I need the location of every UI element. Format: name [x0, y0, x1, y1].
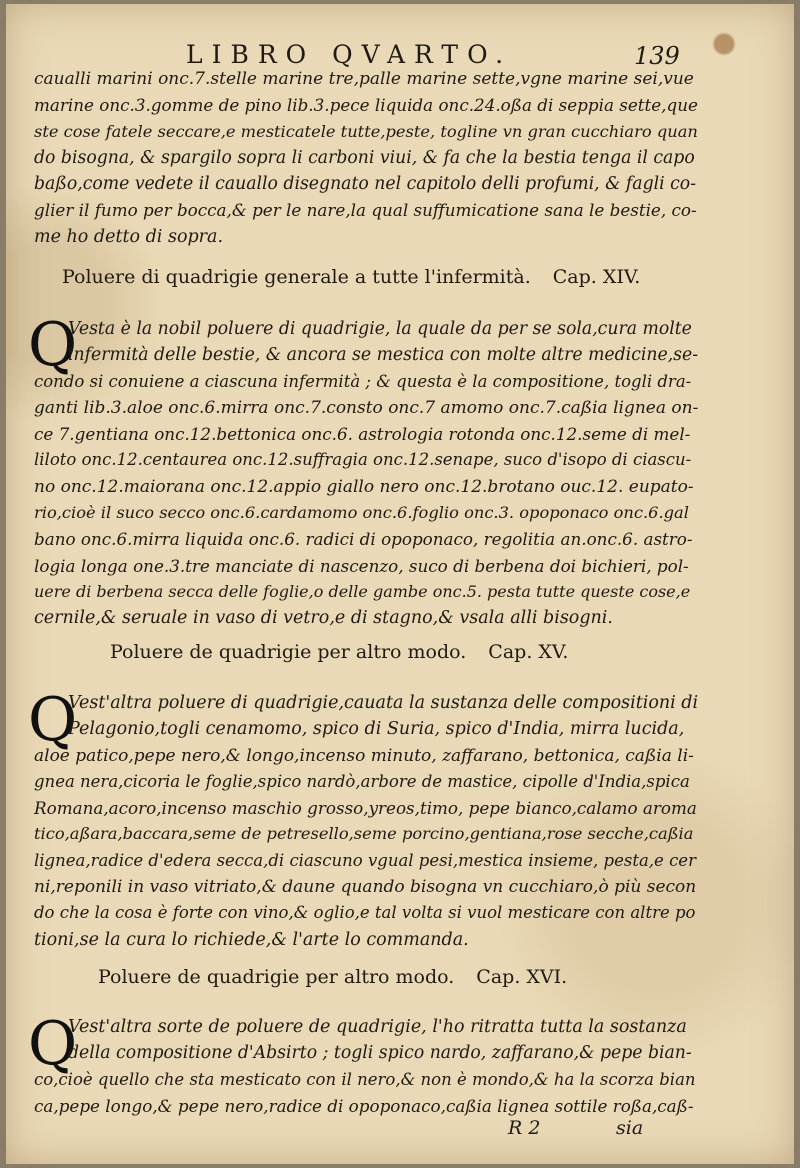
chapter-heading-xv [110, 641, 760, 663]
text-line: Vest'altra poluere di quadrigie,cauata la sustanza delle compositioni di [68, 693, 699, 713]
text-line: no onc.12.maiorana onc.12.appio giallo nero onc.12.brotano ouc.12. eupato- [34, 476, 694, 497]
text-line: tico,aßara,baccara,seme de petresello,seme porcino,gentiana,rose secche,caßia [34, 824, 694, 844]
text-line: me ho detto di sopra. [34, 226, 224, 247]
page-number: 139 [634, 42, 680, 70]
text-line: co,cioè quello che sta mesticato con il nero,& non è mondo,& ha la scorza bian [34, 1069, 696, 1089]
text-line: ca,pepe longo,& pepe nero,radice di opoponaco,caßia lignea sottile roßa,caß- [34, 1095, 694, 1116]
chapter-number: Cap. XIV. [552, 266, 641, 288]
chapter-heading-xiv [62, 266, 712, 288]
chapter-title: Poluere di quadrigie generale a tutte l'infermità. [62, 266, 531, 288]
text-line: aloe patico,pepe nero,& longo,incenso minuto, zaffarano, bettonica, caßia li- [34, 745, 694, 766]
text-line: do bisogna, & spargilo sopra li carboni viui, & fa che la bestia tenga il capo [34, 147, 695, 168]
text-line: gnea nera,cicoria le foglie,spico nardò,arbore de mastice, cipolle d'India,spica [34, 771, 690, 791]
catchword: sia [616, 1117, 644, 1139]
drop-cap-initial: Q [28, 1009, 78, 1079]
text-line: logia longa one.3.tre manciate di nascenzo, suco di berbena doi bichieri, pol- [34, 555, 689, 576]
text-line: baßo,come vedete il cauallo disegnato nel capitolo delli profumi, & fagli co- [34, 174, 697, 195]
chapter-xvi-text [34, 1014, 698, 1119]
intro-paragraph [34, 66, 698, 250]
text-line: infermità delle bestie, & ancora se mestica con molte altre medicine,se- [68, 345, 699, 366]
drop-cap-initial: Q [28, 310, 78, 380]
chapter-number: Cap. XV. [488, 641, 569, 663]
chapter-title: Poluere de quadrigie per altro modo. [110, 641, 467, 663]
chapter-heading-xvi [98, 966, 748, 988]
chapter-xiv-text [34, 316, 698, 632]
chapter-xv-text [34, 690, 698, 953]
page-footer [6, 1117, 794, 1147]
text-line: ni,reponili in vaso vitriato,& daune quando bisogna vn cucchiaro,ò più secon [34, 877, 697, 898]
text-line: ste cose fatele seccare,e mesticatele tutte,peste, togline vn gran cucchiaro quan [34, 121, 698, 141]
text-line: Vest'altra sorte de poluere de quadrigie, l'ho ritratta tutta la sostanza [68, 1017, 687, 1037]
chapter-title: Poluere de quadrigie per altro modo. [98, 966, 455, 988]
text-line: liloto onc.12.centaurea onc.12.suffragia onc.12.senape, suco d'isopo di ciascu- [34, 450, 692, 470]
text-line: glier il fumo per bocca,& per le nare,la qual suffumicatione sana le bestie, co- [34, 200, 697, 221]
signature-mark: R 2 [508, 1117, 541, 1139]
text-line: uere di berbena secca delle foglie,o delle gambe onc.5. pesta tutte queste cose,e [34, 581, 691, 601]
text-line: lignea,radice d'edera secca,di ciascuno vgual pesi,mestica insieme, pesta,e cer [34, 850, 696, 870]
text-line: marine onc.3.gomme de pino lib.3.pece liquida onc.24.oßa di seppia sette,que [34, 95, 698, 116]
text-line: Romana,acoro,incenso maschio grosso,yreos,timo, pepe bianco,calamo aroma [34, 798, 697, 819]
chapter-number: Cap. XVI. [476, 966, 568, 988]
text-line: Pelagonio,togli cenamomo, spico di Suria, spico d'India, mirra lucida, [68, 719, 685, 740]
text-line: bano onc.6.mirra liquida onc.6. radici di opoponaco, regolitia an.onc.6. astro- [34, 529, 693, 550]
text-line: tioni,se la cura lo richiede,& l'arte lo commanda. [34, 929, 469, 950]
book-page [6, 4, 794, 1164]
text-line: cernile,& seruale in vaso di vetro,e di stagno,& vsala alli bisogni. [34, 608, 613, 629]
drop-cap-initial: Q [28, 685, 78, 755]
text-line: caualli marini onc.7.stelle marine tre,palle marine sette,vgne marine sei,vue [34, 69, 694, 89]
text-line: rio,cioè il suco secco onc.6.cardamomo onc.6.foglio onc.3. opoponaco onc.6.gal [34, 503, 689, 523]
text-line: della compositione d'Absirto ; togli spico nardo, zaffarano,& pepe bian- [68, 1043, 692, 1064]
text-line: condo si conuiene a ciascuna infermità ; & questa è la compositione, togli dra- [34, 371, 692, 391]
text-line: ce 7.gentiana onc.12.bettonica onc.6. astrologia rotonda onc.12.seme di mel- [34, 424, 691, 445]
text-line: ganti lib.3.aloe onc.6.mirra onc.7.consto onc.7 amomo onc.7.caßia lignea on- [34, 397, 699, 418]
running-head: LIBRO QVARTO. [186, 40, 513, 69]
text-line: do che la cosa è forte con vino,& oglio,e tal volta si vuol mesticare con altre po [34, 903, 696, 923]
text-line: Vesta è la nobil poluere di quadrigie, la quale da per se sola,cura molte [68, 319, 692, 339]
